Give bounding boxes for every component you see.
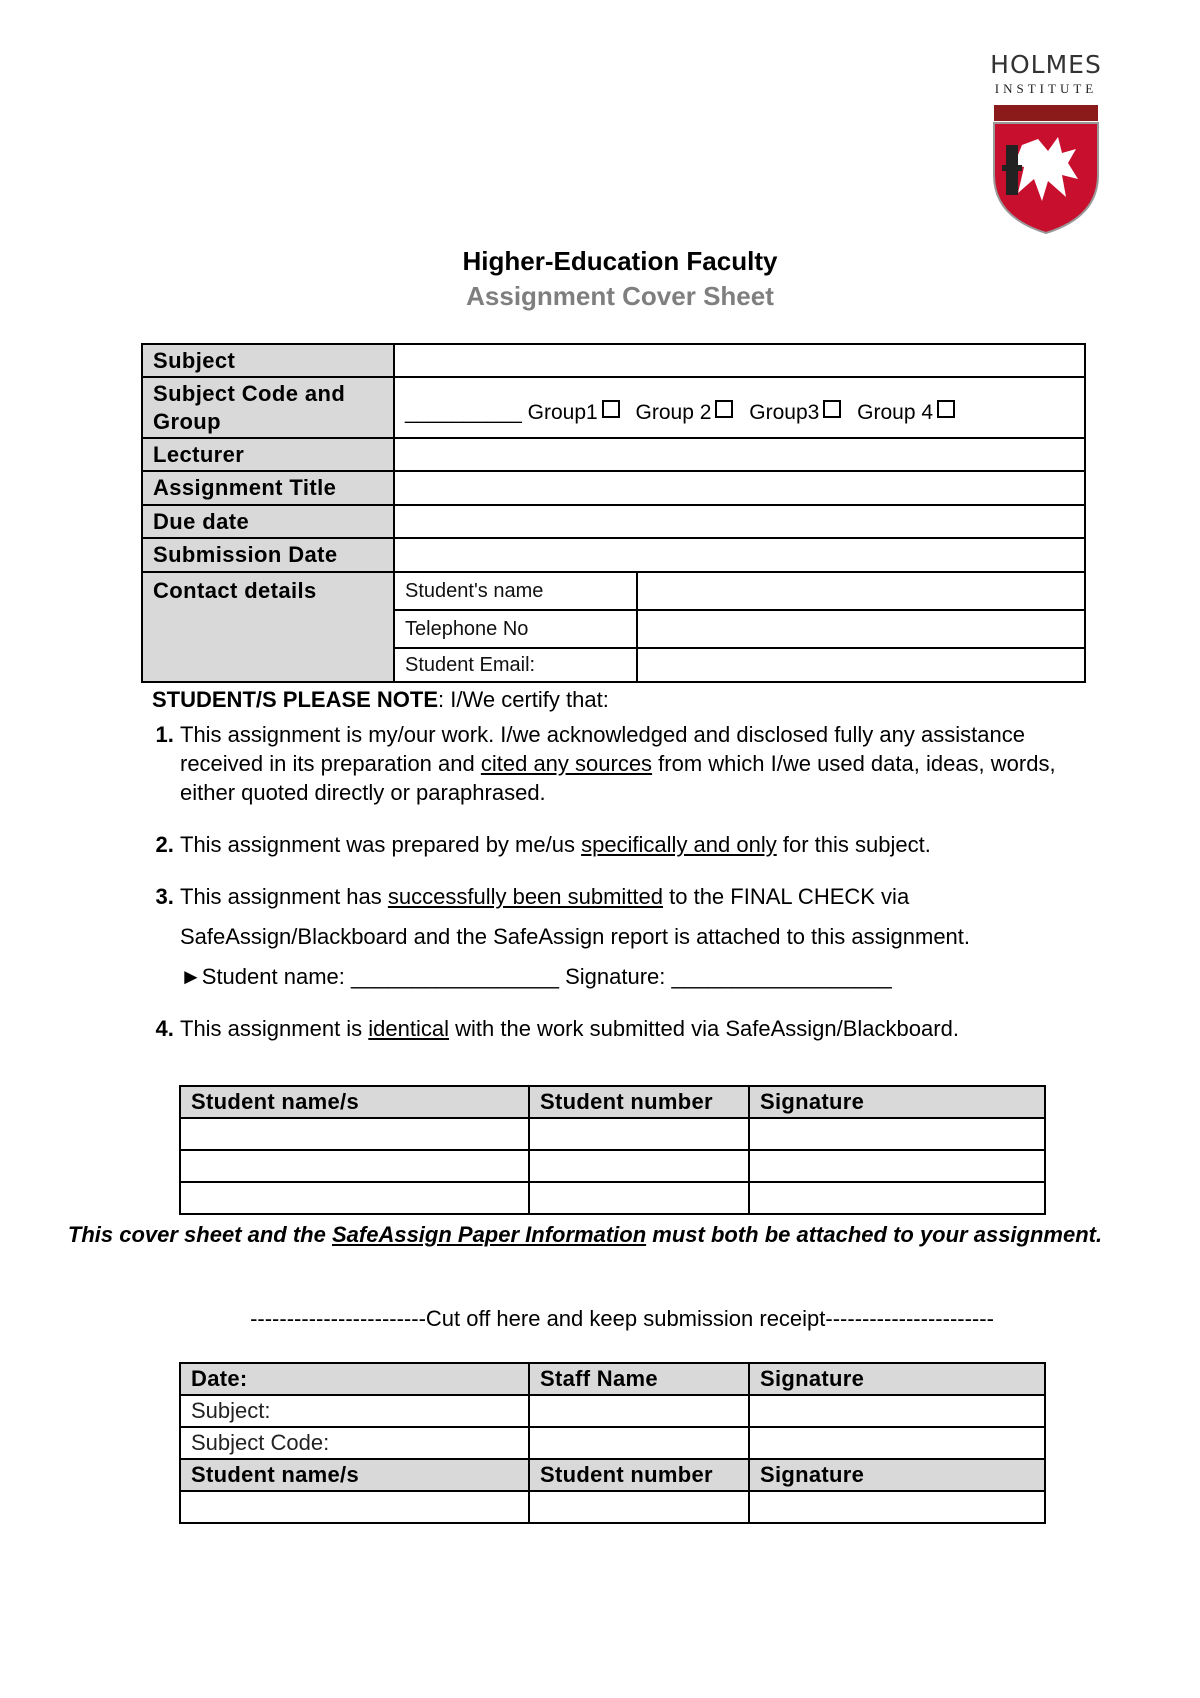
due-date-field[interactable] xyxy=(394,505,1085,538)
receipt-student-number-header: Student number xyxy=(529,1459,749,1491)
group-3-checkbox[interactable] xyxy=(823,400,841,418)
signature-cell[interactable] xyxy=(749,1150,1045,1182)
table-row xyxy=(180,1118,1045,1150)
receipt-signature-header-2: Signature xyxy=(749,1459,1045,1491)
note-text: : I/We certify that: xyxy=(438,687,609,712)
student-email-field[interactable] xyxy=(637,648,1085,682)
students-name-field[interactable] xyxy=(637,572,1085,610)
table-row xyxy=(180,1395,1045,1427)
receipt-signature-cell[interactable] xyxy=(749,1427,1045,1459)
statement-2: 2. This assignment was prepared by me/us specifically and only for this subject. xyxy=(180,830,1100,859)
subject-code-label: Subject Code and Group xyxy=(142,377,394,438)
subject-code-field[interactable] xyxy=(394,377,1085,438)
assignment-title-field[interactable] xyxy=(394,471,1085,505)
cutoff-line: ------------------------Cut off here and keep submission receipt----------------------- xyxy=(250,1306,994,1331)
table-row xyxy=(180,1150,1045,1182)
signature-cell[interactable] xyxy=(749,1118,1045,1150)
student-email-label: Student Email: xyxy=(394,648,637,682)
page-subtitle: Assignment Cover Sheet xyxy=(466,281,774,311)
student-signature-line: ►Student name: _________________ Signature: __________________ xyxy=(180,964,892,989)
statement-4: 4. This assignment is identical with the work submitted via SafeAssign/Blackboard. xyxy=(180,1014,1100,1043)
student-name-cell[interactable] xyxy=(180,1118,529,1150)
group-1-checkbox[interactable] xyxy=(602,400,620,418)
students-name-label: Student's name xyxy=(394,572,637,610)
receipt-signature-cell[interactable] xyxy=(749,1395,1045,1427)
submission-date-field[interactable] xyxy=(394,538,1085,572)
safeassign-paper-info-text: SafeAssign Paper Information xyxy=(331,1222,647,1247)
table-row xyxy=(180,1427,1045,1459)
receipt-subject-code-label: Subject Code: xyxy=(180,1427,529,1459)
group-2-checkbox[interactable] xyxy=(715,400,733,418)
page-title: Higher-Education Faculty xyxy=(462,246,778,276)
group-2-label: Group 2 xyxy=(635,401,712,424)
statement-1: 1. This assignment is my/our work. I/we acknowledged and disclosed fully any assistance received in its preparation and cited any sources from which I/we used data, ideas, words, either quoted directly or paraphrased. xyxy=(180,720,1100,807)
due-date-label: Due date xyxy=(142,505,394,538)
student-name-cell[interactable] xyxy=(180,1182,529,1214)
receipt-signature-header: Signature xyxy=(749,1363,1045,1395)
receipt-student-name-cell[interactable] xyxy=(180,1491,529,1523)
subject-code-blank: __________ xyxy=(405,401,522,424)
assignment-title-label: Assignment Title xyxy=(142,471,394,505)
submission-date-label: Submission Date xyxy=(142,538,394,572)
receipt-subject-label: Subject: xyxy=(180,1395,529,1427)
cited-sources-text: cited any sources xyxy=(480,751,653,776)
receipt-student-signature-cell[interactable] xyxy=(749,1491,1045,1523)
group-3-label: Group3 xyxy=(749,401,820,424)
logo-line1: HOLMES xyxy=(990,50,1102,79)
student-number-cell[interactable] xyxy=(529,1150,749,1182)
statement-3-line2: SafeAssign/Blackboard and the SafeAssign report is attached to this assignment. xyxy=(180,924,971,949)
date-header: Date: xyxy=(180,1363,529,1395)
group-4-checkbox[interactable] xyxy=(937,400,955,418)
contact-details-label: Contact details xyxy=(142,572,394,682)
student-names-header: Student name/s xyxy=(180,1086,529,1118)
shield-icon xyxy=(992,105,1100,235)
attach-note: This cover sheet and the SafeAssign Paper Information must both be attached to your assignment. xyxy=(67,1222,1103,1247)
statement-3: 3. This assignment has successfully been submitted to the FINAL CHECK via SafeAssign/Blackboard and the SafeAssign report is attached to this assignment. ►Student name: _________________ Signature: __________________ xyxy=(180,882,1100,991)
telephone-field[interactable] xyxy=(637,610,1085,648)
staff-name-header: Staff Name xyxy=(529,1363,749,1395)
logo-line2: INSTITUTE xyxy=(994,81,1098,96)
receipt-table xyxy=(179,1362,1046,1524)
subject-field[interactable] xyxy=(394,344,1085,377)
group-1-label: Group1 xyxy=(527,401,598,424)
receipt-student-names-header: Student name/s xyxy=(180,1459,529,1491)
staff-name-cell[interactable] xyxy=(529,1395,749,1427)
identical-text: identical xyxy=(368,1016,450,1041)
certification-note xyxy=(152,687,609,713)
signature-header: Signature xyxy=(749,1086,1045,1118)
table-row xyxy=(180,1182,1045,1214)
successfully-submitted-text: successfully been submitted xyxy=(387,884,664,909)
certification-list xyxy=(146,720,1100,1066)
telephone-label: Telephone No xyxy=(394,610,637,648)
lecturer-field[interactable] xyxy=(394,438,1085,471)
student-number-cell[interactable] xyxy=(529,1118,749,1150)
student-number-cell[interactable] xyxy=(529,1182,749,1214)
institute-logo xyxy=(985,50,1107,235)
specifically-only-text: specifically and only xyxy=(581,832,777,857)
table-row xyxy=(180,1491,1045,1523)
student-number-header: Student number xyxy=(529,1086,749,1118)
signature-cell[interactable] xyxy=(749,1182,1045,1214)
student-name-cell[interactable] xyxy=(180,1150,529,1182)
student-table xyxy=(179,1085,1046,1215)
cover-details-table xyxy=(141,343,1086,683)
note-heading: STUDENT/S PLEASE NOTE xyxy=(152,687,439,712)
lecturer-label: Lecturer xyxy=(142,438,394,471)
subject-label: Subject xyxy=(142,344,394,377)
group-4-label: Group 4 xyxy=(857,401,934,424)
staff-name-cell[interactable] xyxy=(529,1427,749,1459)
receipt-student-number-cell[interactable] xyxy=(529,1491,749,1523)
